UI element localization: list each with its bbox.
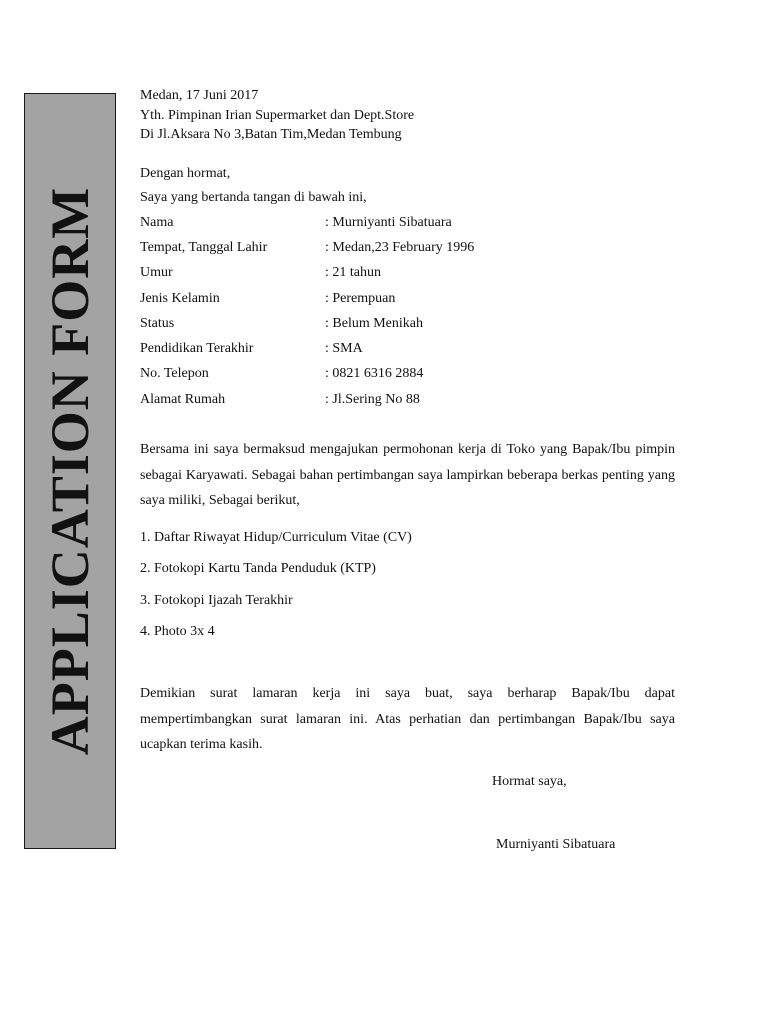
detail-value: : 21 tahun bbox=[325, 265, 381, 280]
letter-date: Medan, 17 Juni 2017 bbox=[140, 88, 259, 103]
detail-value: : 0821 6316 2884 bbox=[325, 366, 424, 381]
detail-label: Alamat Rumah bbox=[140, 392, 226, 407]
attachment-item: 4. Photo 3x 4 bbox=[140, 624, 215, 639]
attachment-item: 1. Daftar Riwayat Hidup/Curriculum Vitae (CV) bbox=[140, 530, 412, 545]
side-banner bbox=[24, 93, 116, 849]
detail-label: No. Telepon bbox=[140, 366, 209, 381]
attachment-item: 2. Fotokopi Kartu Tanda Penduduk (KTP) bbox=[140, 561, 376, 576]
detail-label: Tempat, Tanggal Lahir bbox=[140, 240, 268, 255]
body-paragraph: Bersama ini saya bermaksud mengajukan permohonan kerja di Toko yang Bapak/Ibu pimpin sebagai Karyawati. Sebagai bahan pertimbangan saya lampirkan beberapa berkas penting yang saya miliki, Sebagai berikut, bbox=[140, 442, 675, 508]
detail-value: : Murniyanti Sibatuara bbox=[325, 215, 452, 230]
side-banner-title: APPLICATION FORM bbox=[40, 186, 100, 756]
detail-label: Nama bbox=[140, 215, 174, 230]
detail-value: : Medan,23 February 1996 bbox=[325, 240, 475, 255]
detail-value: : Perempuan bbox=[325, 291, 396, 306]
detail-label: Jenis Kelamin bbox=[140, 291, 220, 306]
detail-value: : Jl.Sering No 88 bbox=[325, 392, 420, 407]
letter-recipient: Yth. Pimpinan Irian Supermarket dan Dept.Store bbox=[140, 108, 415, 123]
letter-intro: Saya yang bertanda tangan di bawah ini, bbox=[140, 190, 367, 205]
detail-value: : Belum Menikah bbox=[325, 316, 423, 331]
letter-recipient-address: Di Jl.Aksara No 3,Batan Tim,Medan Tembung bbox=[140, 127, 402, 142]
attachment-item: 3. Fotokopi Ijazah Terakhir bbox=[140, 593, 293, 608]
detail-label: Status bbox=[140, 316, 175, 331]
signature-name: Murniyanti Sibatuara bbox=[496, 837, 616, 852]
detail-value: : SMA bbox=[325, 341, 363, 356]
detail-label: Pendidikan Terakhir bbox=[140, 341, 254, 356]
detail-label: Umur bbox=[140, 265, 173, 280]
closing-paragraph: Demikian surat lamaran kerja ini saya buat, saya berharap Bapak/Ibu dapat mempertimbangkan surat lamaran ini. Atas perhatian dan pertimbangan Bapak/Ibu saya ucapkan terima kasih. bbox=[140, 686, 675, 752]
signature-closing: Hormat saya, bbox=[492, 774, 567, 789]
letter-greeting: Dengan hormat, bbox=[140, 166, 231, 181]
